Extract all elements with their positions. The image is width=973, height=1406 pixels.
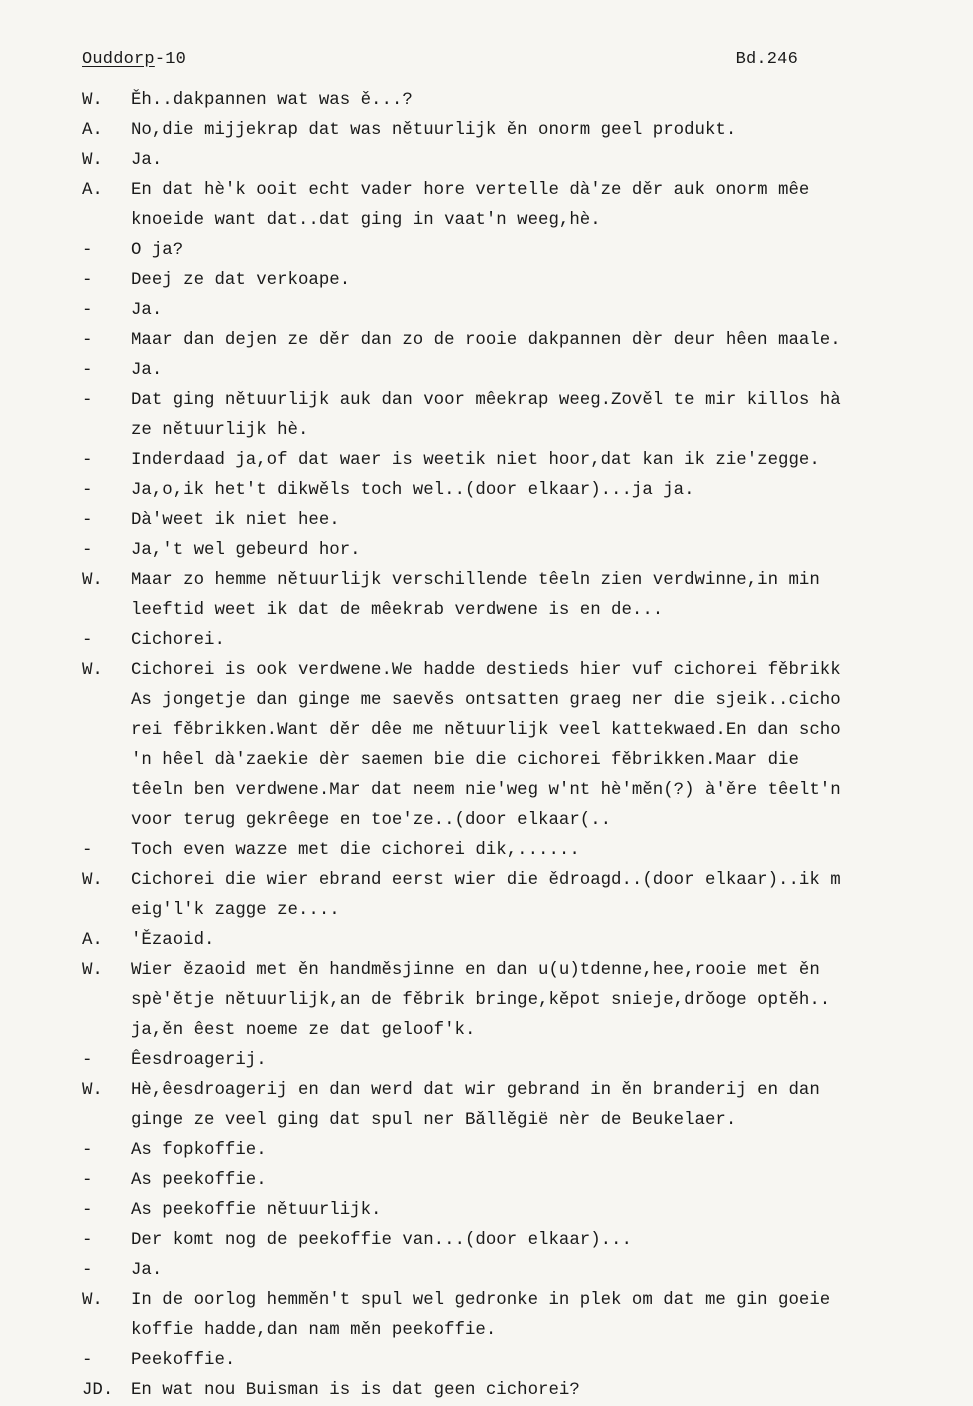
transcript-body bbox=[0, 86, 973, 1406]
transcript-line bbox=[0, 1226, 973, 1256]
transcript-line bbox=[0, 356, 973, 386]
transcript-line bbox=[0, 716, 973, 746]
utterance-text: Cichorei. bbox=[131, 631, 225, 650]
transcript-line bbox=[0, 1076, 973, 1106]
utterance-text: As fopkoffie. bbox=[131, 1141, 267, 1160]
speaker-label: - bbox=[82, 361, 93, 380]
utterance-text: ginge ze veel ging dat spul ner Bǎllěgië nèr de Beukelaer. bbox=[131, 1111, 737, 1130]
speaker-label: - bbox=[82, 1231, 93, 1250]
utterance-text: En dat hè'k ooit echt vader hore vertelle dà'ze děr auk onorm mêe bbox=[131, 181, 810, 200]
transcript-line bbox=[0, 1016, 973, 1046]
transcript-line bbox=[0, 506, 973, 536]
transcript-line bbox=[0, 206, 973, 236]
utterance-text: voor terug gekrêege en toe'ze..(door elkaar(.. bbox=[131, 811, 612, 830]
speaker-label: A. bbox=[82, 181, 103, 200]
transcript-line bbox=[0, 1046, 973, 1076]
utterance-text: Ja,'t wel gebeurd hor. bbox=[131, 541, 361, 560]
speaker-label: - bbox=[82, 451, 93, 470]
transcript-line bbox=[0, 386, 973, 416]
header-place bbox=[82, 50, 186, 69]
transcript-line bbox=[0, 326, 973, 356]
transcript-line bbox=[0, 626, 973, 656]
utterance-text: eig'l'k zagge ze.... bbox=[131, 901, 340, 920]
utterance-text: Deej ze dat verkoape. bbox=[131, 271, 351, 290]
speaker-label: W. bbox=[82, 661, 103, 680]
utterance-text: ja,ěn êest noeme ze dat geloof'k. bbox=[131, 1021, 476, 1040]
transcript-line bbox=[0, 1166, 973, 1196]
transcript-line bbox=[0, 476, 973, 506]
transcript-line bbox=[0, 1106, 973, 1136]
utterance-text: Ja. bbox=[131, 301, 163, 320]
transcript-line bbox=[0, 116, 973, 146]
speaker-label: W. bbox=[82, 1081, 103, 1100]
transcript-line bbox=[0, 806, 973, 836]
utterance-text: Êesdroagerij. bbox=[131, 1051, 267, 1070]
transcript-line bbox=[0, 416, 973, 446]
speaker-label: - bbox=[82, 301, 93, 320]
transcript-line bbox=[0, 776, 973, 806]
utterance-text: leeftid weet ik dat de mêekrab verdwene is en de... bbox=[131, 601, 664, 620]
utterance-text: knoeide want dat..dat ging in vaat'n weeg,hè. bbox=[131, 211, 601, 230]
utterance-text: Hè,êesdroagerij en dan werd dat wir gebrand in ěn branderij en dan bbox=[131, 1081, 820, 1100]
speaker-label: W. bbox=[82, 151, 103, 170]
header-place-name: Ouddorp bbox=[82, 50, 155, 69]
speaker-label: - bbox=[82, 1261, 93, 1280]
page-header bbox=[82, 50, 798, 74]
speaker-label: JD. bbox=[82, 1381, 114, 1400]
speaker-label: - bbox=[82, 1051, 93, 1070]
speaker-label: W. bbox=[82, 571, 103, 590]
transcript-line bbox=[0, 956, 973, 986]
transcript-line bbox=[0, 896, 973, 926]
utterance-text: Peekoffie. bbox=[131, 1351, 236, 1370]
speaker-label: - bbox=[82, 1201, 93, 1220]
utterance-text: Der komt nog de peekoffie van...(door elkaar)... bbox=[131, 1231, 632, 1250]
utterance-text: Wier ězaoid met ěn handměsjinne en dan u(u)tdenne,hee,rooie met ěn bbox=[131, 961, 820, 980]
utterance-text: Cichorei die wier ebrand eerst wier die ědroagd..(door elkaar)..ik m bbox=[131, 871, 841, 890]
transcript-line bbox=[0, 1316, 973, 1346]
speaker-label: - bbox=[82, 1171, 93, 1190]
transcript-line bbox=[0, 536, 973, 566]
speaker-label: - bbox=[82, 241, 93, 260]
utterance-text: Cichorei is ook verdwene.We hadde destieds hier vuf cichorei fěbrikk bbox=[131, 661, 841, 680]
transcript-line bbox=[0, 176, 973, 206]
utterance-text: Dat ging nětuurlijk auk dan voor mêekrap weeg.Zověl te mir killos hà bbox=[131, 391, 841, 410]
speaker-label: - bbox=[82, 841, 93, 860]
transcript-line bbox=[0, 446, 973, 476]
utterance-text: Inderdaad ja,of dat waer is weetik niet hoor,dat kan ik zie'zegge. bbox=[131, 451, 820, 470]
speaker-label: - bbox=[82, 271, 93, 290]
speaker-label: W. bbox=[82, 961, 103, 980]
transcript-line bbox=[0, 746, 973, 776]
utterance-text: In de oorlog hemměn't spul wel gedronke in plek om dat me gin goeie bbox=[131, 1291, 831, 1310]
transcript-line bbox=[0, 836, 973, 866]
speaker-label: - bbox=[82, 331, 93, 350]
utterance-text: No,die mijjekrap dat was nětuurlijk ěn onorm geel produkt. bbox=[131, 121, 737, 140]
speaker-label: - bbox=[82, 481, 93, 500]
utterance-text: Dà'weet ik niet hee. bbox=[131, 511, 340, 530]
transcript-line bbox=[0, 986, 973, 1016]
utterance-text: As jongetje dan ginge me saevěs ontsatten graeg ner die sjeik..cicho bbox=[131, 691, 841, 710]
utterance-text: En wat nou Buisman is is dat geen cichorei? bbox=[131, 1381, 580, 1400]
transcript-line bbox=[0, 866, 973, 896]
transcript-line bbox=[0, 596, 973, 626]
utterance-text: ze nětuurlijk hè. bbox=[131, 421, 309, 440]
transcript-line bbox=[0, 296, 973, 326]
transcript-line bbox=[0, 1256, 973, 1286]
speaker-label: W. bbox=[82, 91, 103, 110]
speaker-label: - bbox=[82, 511, 93, 530]
utterance-text: Ja. bbox=[131, 361, 163, 380]
transcript-line bbox=[0, 686, 973, 716]
transcript-line bbox=[0, 1136, 973, 1166]
utterance-text: Ja,o,ik het't dikwěls toch wel..(door elkaar)...ja ja. bbox=[131, 481, 695, 500]
speaker-label: A. bbox=[82, 931, 103, 950]
header-page-ref: Bd.246 bbox=[735, 50, 798, 69]
transcript-line bbox=[0, 656, 973, 686]
utterance-text: Maar dan dejen ze děr dan zo de rooie dakpannen dèr deur hêen maale. bbox=[131, 331, 841, 350]
transcript-line bbox=[0, 1346, 973, 1376]
speaker-label: - bbox=[82, 631, 93, 650]
utterance-text: spè'ětje nětuurlijk,an de fěbrik bringe,kěpot snieje,drǒoge optěh.. bbox=[131, 991, 831, 1010]
header-place-suffix: -10 bbox=[154, 50, 187, 69]
utterance-text: Ěh..dakpannen wat was ě...? bbox=[131, 91, 413, 110]
utterance-text: Ja. bbox=[131, 151, 163, 170]
transcript-line bbox=[0, 236, 973, 266]
utterance-text: As peekoffie. bbox=[131, 1171, 267, 1190]
speaker-label: W. bbox=[82, 871, 103, 890]
transcript-line bbox=[0, 1286, 973, 1316]
utterance-text: koffie hadde,dan nam měn peekoffie. bbox=[131, 1321, 497, 1340]
speaker-label: - bbox=[82, 541, 93, 560]
transcript-line bbox=[0, 566, 973, 596]
utterance-text: 'n hêel dà'zaekie dèr saemen bie die cichorei fěbrikken.Maar die bbox=[131, 751, 799, 770]
transcript-line bbox=[0, 926, 973, 956]
speaker-label: - bbox=[82, 1351, 93, 1370]
utterance-text: têeln ben verdwene.Mar dat neem nie'weg w'nt hè'měn(?) à'ěre têelt'n bbox=[131, 781, 841, 800]
utterance-text: O ja? bbox=[131, 241, 184, 260]
transcript-line bbox=[0, 266, 973, 296]
transcript-line bbox=[0, 86, 973, 116]
transcript-line bbox=[0, 1376, 973, 1406]
utterance-text: Ja. bbox=[131, 1261, 163, 1280]
transcript-line bbox=[0, 146, 973, 176]
utterance-text: rei fěbrikken.Want děr dêe me nětuurlijk veel kattekwaed.En dan scho bbox=[131, 721, 841, 740]
speaker-label: - bbox=[82, 391, 93, 410]
transcript-line bbox=[0, 1196, 973, 1226]
utterance-text: As peekoffie nětuurlijk. bbox=[131, 1201, 382, 1220]
speaker-label: - bbox=[82, 1141, 93, 1160]
speaker-label: W. bbox=[82, 1291, 103, 1310]
utterance-text: Maar zo hemme nětuurlijk verschillende têeln zien verdwinne,in min bbox=[131, 571, 820, 590]
utterance-text: 'Ězaoid. bbox=[131, 931, 215, 950]
utterance-text: Toch even wazze met die cichorei dik,...... bbox=[131, 841, 580, 860]
speaker-label: A. bbox=[82, 121, 103, 140]
